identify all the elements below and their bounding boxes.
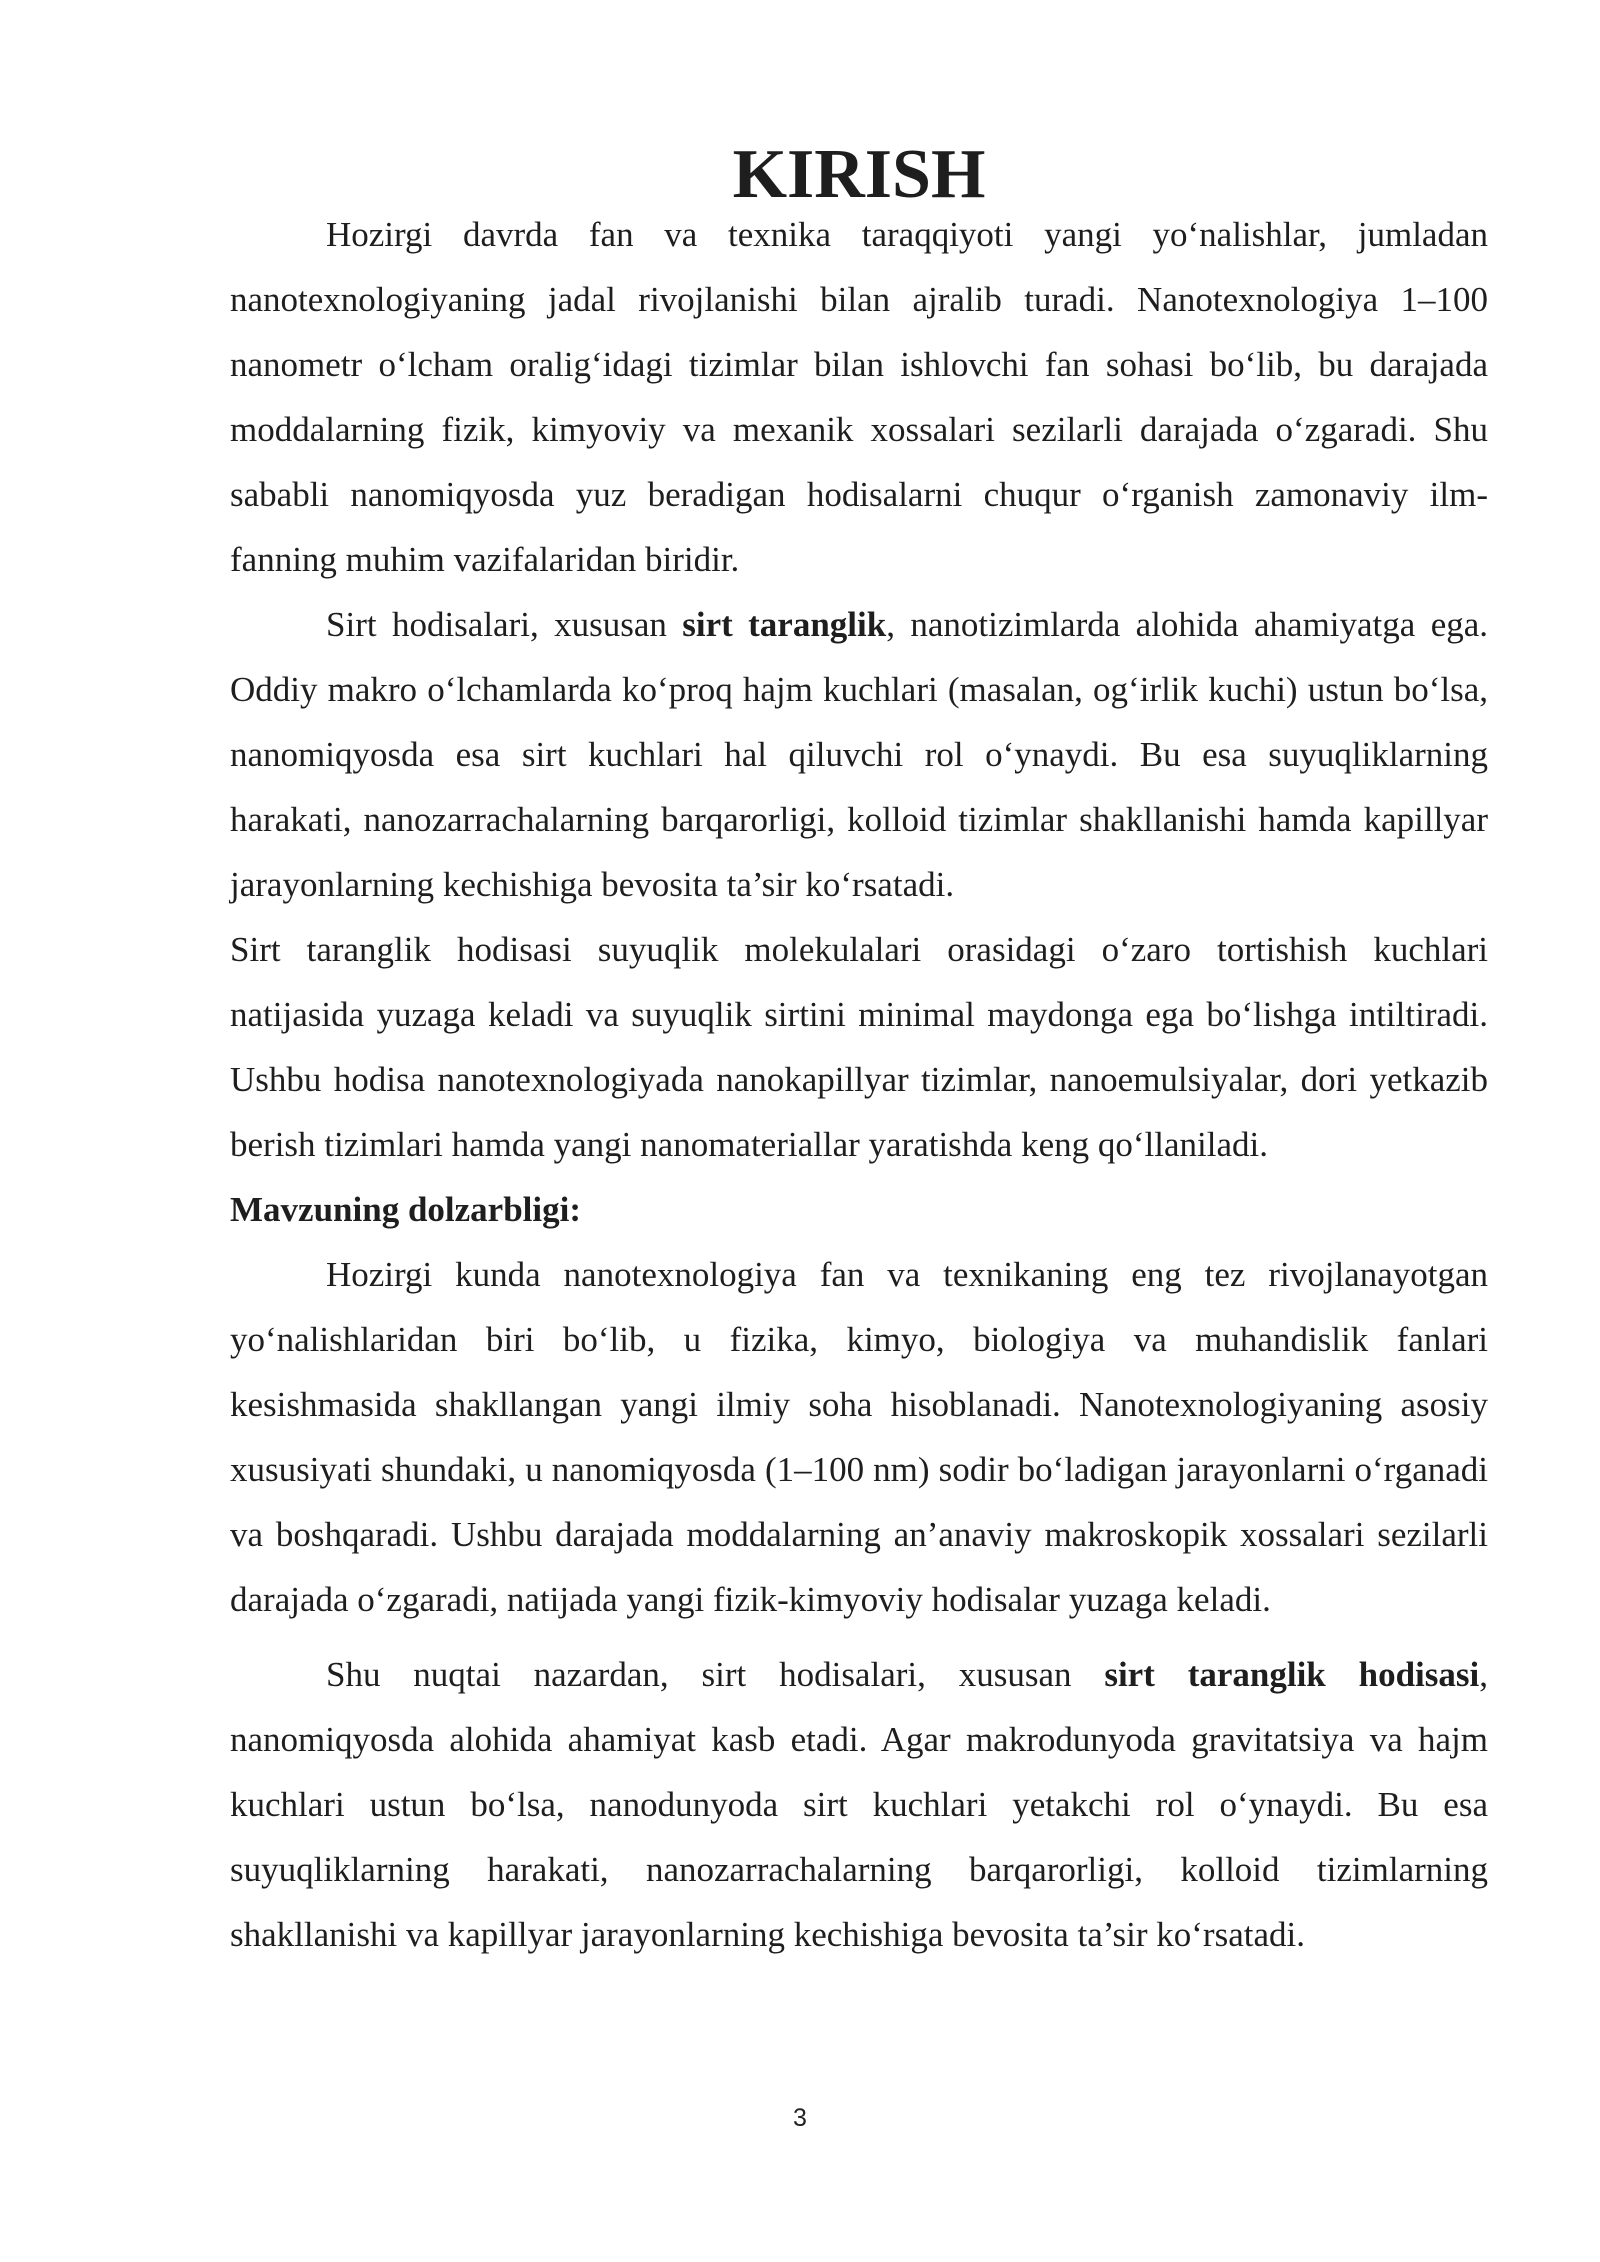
page-number: 3: [793, 2104, 807, 2132]
page-title: KIRISH: [732, 136, 986, 213]
bold-term: sirt taranglik: [682, 605, 887, 644]
bold-term: sirt taranglik hodisasi: [1104, 1655, 1480, 1694]
document-page: [230, 136, 1489, 1967]
text-segment: , nanotizimlarda alohida ahamiyatga ega. Oddiy makro o‘lchamlarda ko‘proq hajm kuchlari (masalan, og‘irlik kuchi) ustun bo‘lsa, nanomiqyosda esa sirt kuchlari hal qiluvchi rol o‘ynaydi. Bu esa suyuqliklarning harakati, nanozarrachalarning barqarorligi, kolloid tizimlar shakllanishi hamda kapillyar jarayonlarning kechishiga bevosita ta’sir ko‘rsatadi.: [230, 605, 1489, 904]
text-segment: Shu nuqtai nazardan, sirt hodisalari, xususan: [326, 1655, 1105, 1694]
text-segment: , nanomiqyosda alohida ahamiyat kasb etadi. Agar makrodunyoda gravitatsiya va hajm kuchlari ustun bo‘lsa, nanodunyoda sirt kuchlari yetakchi rol o‘ynaydi. Bu esa suyuqliklarning harakati, nanozarrachalarning barqarorligi, kolloid tizimlarning shakllanishi va kapillyar jarayonlarning kechishiga bevosita ta’sir ko‘rsatadi.: [230, 1655, 1488, 1954]
text-segment: Sirt hodisalari, xususan: [326, 605, 683, 644]
section-heading: Mavzuning dolzarbligi:: [230, 1190, 581, 1229]
paragraph-intro: Hozirgi davrda fan va texnika taraqqiyoti yangi yo‘nalishlar, jumladan nanotexnologiyaning jadal rivojlanishi bilan ajralib turadi. Nanotexnologiya 1–100 nanometr o‘lcham oralig‘idagi tizimlar bilan ishlovchi fan sohasi bo‘lib, bu darajada moddalarning fizik, kimyoviy va mexanik xossalari sezilarli darajada o‘zgaradi. Shu sababli nanomiqyosda yuz beradigan hodisalarni chuqur o‘rganish zamonaviy ilm-fanning muhim vazifalaridan biridir.: [230, 215, 1488, 579]
paragraph-perspective: [230, 1642, 1488, 1967]
paragraph-surface-phenomena: [230, 592, 1488, 917]
paragraph-surface-tension: Sirt taranglik hodisasi suyuqlik molekulalari orasidagi o‘zaro tortishish kuchlari natijasida yuzaga keladi va suyuqlik sirtini minimal maydonga ega bo‘lishga intiltiradi. Ushbu hodisa nanotexnologiyada nanokapillyar tizimlar, nanoemulsiyalar, dori yetkazib berish tizimlari hamda yangi nanomateriallar yaratishda keng qo‘llaniladi.: [230, 930, 1488, 1164]
paragraph-relevance: Hozirgi kunda nanotexnologiya fan va texnikaning eng tez rivojlanayotgan yo‘nalishlaridan biri bo‘lib, u fizika, kimyo, biologiya va muhandislik fanlari kesishmasida shakllangan yangi ilmiy soha hisoblanadi. Nanotexnologiyaning asosiy xususiyati shundaki, u nanomiqyosda (1–100 nm) sodir bo‘ladigan jarayonlarni o‘rganadi va boshqaradi. Ushbu darajada moddalarning an’anaviy makroskopik xossalari sezilarli darajada o‘zgaradi, natijada yangi fizik-kimyoviy hodisalar yuzaga keladi.: [230, 1255, 1488, 1619]
